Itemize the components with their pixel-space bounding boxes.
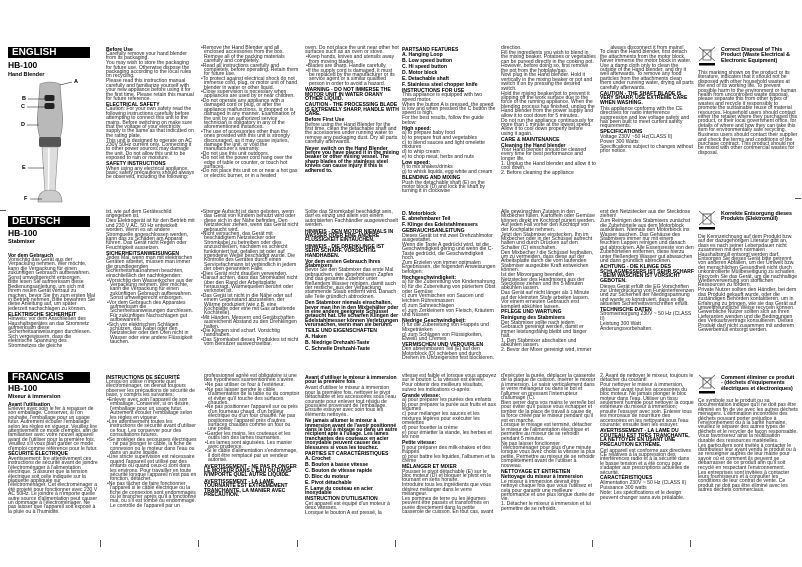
paragraph: Do not run the appliance continuously for more than 1 minute at the lowest speed. Allow it to cool down properly before using it again. (501, 117, 594, 137)
text-column (8, 252, 96, 349)
paragraph: professionnel agréé est obligatoire si une des hypothèses susmentionnée s'avère. (204, 373, 297, 384)
paragraph: This marking shown on the product or its literature, indicates that it should not be disposed with other household wastes at the end of its working life. To prevent possible harm to the environment or human health from uncontrolled waste disposal, please separate this from other types of wastes and recycle it responsibly to promote the sustainable reuse of material resources. Household users should contact either the retailer where they purchased this product, or their local government office, for details of where and how they can take this item for environmentally safe recycling. (698, 70, 798, 134)
trim-mark (297, 540, 298, 547)
paragraph: a) pour préparer les purées des enfants (402, 397, 492, 404)
paragraph: Business users should contact their supplier and check the terms and conditions of the purchase contract. This product should not be mixed with other commercial wastes for disposal. (698, 132, 798, 156)
disposal-title: Correct Disposal of This Product (Waste Electrical & Electronic Equipment) (721, 47, 790, 64)
list-item: • Das Gerät ist nicht in die Nähe oder auf einem Gegenstand abzustellen, der Wärme produziert (wie z.B. eine Kochplatte oder eine mit Gas arbeitende Kochstelle). (200, 294, 300, 316)
part-label-a: A (74, 79, 78, 85)
list-item: • Dies Gerät nicht draußen verwenden. (200, 272, 300, 276)
list-item: • Ne pas positionner l'appareil sur ou près d'un fourneau chaud, d'un brûleur électrique ou d'un four chauffé. Ne pas positionner l'appareil près d'autres surfaces chaudes comme un four ou une poêle. (204, 405, 300, 431)
paragraph: Les pommes de terre ou les légumes peuvent être passés et transformés en purée directement dans la petite casserole de cuisson. En tout cas, avant (402, 496, 494, 516)
text-column (106, 46, 196, 180)
heading: Low speed: (402, 159, 431, 166)
paragraph: You may wish to store the packaging for future use. Otherwise dispose the packaging according to the local rules on recycling. (106, 60, 192, 80)
paragraph: Bevor Sie den Stabmixer das erste Mal gebrauchen, den abnehmbaren Zapfen und das gesamte Zubehör unter fließendem Wasser reinigen, damit auch der restliche, aus der Verpackung stammende Staub entfernt wird. Danach alle Teile gründlich abtrocknen. (305, 267, 397, 300)
list-item: • The use of accessories other than the ones provided with this unit is strongly discouraged, as it may cause injuries, damage the unit, or void the manufacturer's warranty. (200, 130, 300, 152)
heading: Before Use (106, 46, 133, 53)
paragraph: Your Hand blender should be cleaned every time for best performance and longer life. (501, 146, 587, 162)
heading: TECHNISCHE DATEN (600, 307, 652, 314)
list-item: • Das Stromkabel dieses Produktes ist nicht vom Benutzer auswechselbar. (200, 338, 300, 347)
paragraph: Now plug in the Hand blender. Hold it vertically in the mixing beaker or pot and switch it on by pressing the desired switch. (501, 72, 593, 92)
heading: PARTIES ET CARACTÉRISTIQUES (305, 450, 389, 457)
section-header-francais: FRANCAIS (8, 372, 90, 383)
trim-mark (690, 540, 691, 547)
paragraph: g) pour battre les liquides, l'albumen et la crème (402, 453, 495, 465)
paragraph: This appliance is equipped with two speed motor. (402, 92, 483, 103)
heading: Reinigung des Stabmixers (501, 315, 565, 322)
list-item: • Enlever avec soin l'appareil de son emballage. Conserver, si on désire, l'emballage pour un usage futur. Autrement écouler l'emballage selon les règles en vigueur. (106, 398, 198, 420)
paragraph: Bien serrer dans vos mains le verre/le bol pour éviter qu'il puisse vous échapper et tomber de la place de travail à cause de la force créée par le mixeur pendant qu'il est en marche. (501, 399, 595, 424)
heading: SPECIFICATIONS (600, 129, 643, 136)
heading: GEBRAUCHSANLEITUNG (402, 228, 465, 235)
heading: A. Crochet (305, 456, 331, 463)
heading: MÉLANGER ET MIXER (402, 464, 457, 471)
list-item: • Garder les mains, les couteaux et les outils loin des lames tournantes. (204, 432, 300, 441)
heading: TEILE UND EIGENSCHAFTEN (305, 328, 377, 335)
paragraph: Avertissement: lire attentivement ces instructions de sécurité avant de joindre l'électroménager à l'alimentation électrique. S'assurer que la tension électrique soit celle indiquée sur la plaquette appliquée sur l'électroménager. Cet électroménager a été projeté pour fonctionner avec 230 V AC 50Hz. Le joindre à n'importe quelle autre source d'alimentation peut causer un dommage à l'électroménager. Ne pas laisser que l'appareil soit exposé à la pluie ou à l'humidité. (8, 455, 98, 515)
paragraph: This unit is designed to operate on AC 230V 50Hz current only. Connecting it to other power sources may damage the unit. Do not allow this unit to be exposed to rain or moisture. (106, 137, 193, 162)
trim-mark (198, 540, 199, 547)
paragraph: When the button A is pressed, the speed is low and when pressed the C button the speed is high. (402, 101, 496, 117)
paragraph: Introduire tous les ingrédients que vous désirez mélanger dans le verre mélangeur. (402, 482, 491, 498)
paragraph: Le mixeur à immersion devrait être nettoyé chaque fois que vous l'utilisez et cela pour garantir une meilleure performance et une plus longue durée de vie. (501, 478, 595, 503)
paragraph: g) to whisk liquids, egg white and cream (402, 169, 493, 176)
paragraph: Avant d'utiliser le mixeur à immersion pour la première fois, nettoyer le pivot détachable et les accessoires sous l'eau courante pour enlever tout résidu de poussière provenant de l'emballage. Ensuite essuyer avec soin tous les éléments nettoyés. (305, 385, 397, 418)
part-label-b: B (22, 96, 26, 102)
heading: CARACTÉRISTIQUES (600, 475, 653, 482)
text-column (698, 71, 798, 156)
list-item: • Read all instructions carefully and completely, before operating. Retain them for future use. (200, 64, 300, 77)
heading: CARE & MAINTENANCE (501, 136, 560, 143)
paragraph: g) zum Schlagen von Flüssigkeiten, Eiweiß und Cremes (402, 331, 483, 343)
paragraph: For the best results, follow the guide below: (402, 115, 484, 126)
paragraph: Ne pas laisser fonctionner l'électroménager pour plus d'une minute lorsque vous avez choisi la vitesse la plus petite. Permettre au mixeur de se refroidir complètement avant de l'utiliser à nouveau. (501, 440, 596, 469)
paragraph: Lorsqu'on utilise n'importe quel électroménager, on devrait toujours observer les précautions de sécurité de base, y compris les suivantes: (106, 378, 195, 399)
warning-text: CAUTION - THE PROCESSING BLADE IS EXTREMELY SHARP, HANDLE WITH CARE. (305, 102, 399, 118)
paragraph: d) zum Sahneschlagen (402, 302, 455, 309)
text-column (305, 210, 399, 351)
text-column (501, 46, 596, 176)
paragraph: Pousser le pivot détachable (E) sur le bloc moteur (D) et bloquer le pivot en le tournant en sens horaire. (402, 468, 492, 484)
warning-text: ACHTUNG - DIE KLINGE DES SCHLAGMESSERS IST SEHR SCHARF - BEIM WASCHEN IST VORSICHT GEBOTEN. (600, 264, 694, 284)
text-column (600, 210, 694, 332)
list-item: • Do not let the power cord hang over the edge of table or counter, or touch hot surfaces. (200, 156, 300, 169)
text-column (204, 374, 300, 499)
paragraph: Before using the Hand Blender for the first time, clean the detachable shaft and the accessories under running water to remove any packaging dust. Dry all parts carefully afterwards. (305, 121, 398, 146)
heading: Cleaning the Hand blender (501, 142, 566, 149)
list-item: • Vorsichtig den Wasserkocher aus der Verpackung nehmen. Wer möchte, kann die Verpackung für einen zukünftigen Gebrauch aufbewahren. Sonst umweltgerecht entsorgen. (106, 279, 196, 301)
paragraph: peuvent changer sans avis préalable. (600, 494, 685, 501)
text-column (402, 46, 497, 194)
warning-text: WARNING - DO NOT IMMERSE THE MOTOR UNIT IN WATER ORANY OTHER LIQUID. (305, 87, 391, 102)
heading: Niedrige Geschwindigkeit: (402, 317, 466, 324)
list-item: • To protect against electrical shock do not immerse cord, plug, or motor unit of hand blender in water or other liquid. (200, 77, 300, 90)
heading: INSTRUCTIONS FOR USE (402, 87, 465, 94)
paragraph: 1. Unplug the Hand blender and allow it to cool down. (501, 160, 596, 172)
paragraph: Der Stabmixer sollte nach jedem Gebrauch gereinigt werden, damit er immer leistungsfähig bleibt und länger hält. (501, 319, 587, 339)
heading: INSTRUCTION D'UTILISATION (305, 496, 378, 503)
text-column (698, 235, 798, 333)
paragraph: Private Nutzer sollten den Händler, bei dem das Produkt gekauft wurde, oder die zuständigen Behörden kontaktieren, um in Erfahrung zu bringen, wie sie das Gerät auf umweltfreundliche Weise recyceln können. Gewerbliche Nutzer sollten sich an Ihren Lieferanten wenden und die Bedingungen des Verkaufsvertrags konsultieren. Dieses Produkt darf nicht zusammen mit anderem Gewerbemüll entsorgt werden. (698, 287, 797, 334)
model-number: HB-100 (8, 383, 38, 393)
heading: B. Bouton à basse vitesse (305, 462, 369, 469)
warning-text: HINWEIS - DEN MOTOR NIEMALS IN WASSER ODER EINE ANDERE FLÜSSIGKEIT EINTAUCHEN. (305, 228, 394, 244)
part-label-e: E (22, 165, 26, 171)
disposal-title: Korrekte Entsorgung dieses Produkts (Elektromüll) (721, 211, 792, 223)
model-number: HB-100 (8, 228, 38, 238)
crossed-bin-icon (698, 374, 716, 394)
heading: SAFETY INSTRUCTIONS (106, 161, 166, 168)
trim-mark (592, 540, 593, 547)
paragraph: Enlever avec soin le fer à repasser de son emballage. Conserver, si l'on souhaite, l'emballage pour un usage futur. Autrement écouler l'emballage selon les règles en vigueur. Veuillez lire attentivement ce mode d'emploi, afin de familiariser avec votre nouvel appareil avant de l'utiliser pour la première fois. Veuillez s'il vous plaît garder ce mode d'emploi comme référence pour le futur. (8, 405, 98, 452)
heading: D. Motor block (402, 70, 438, 77)
paragraph: Zum Reinigen des Stabmixers zunächst die Zubehörteile aus dem Motorblock ausklinken. Niemals den Motorblock ins Wasser tauchen. Das Gehäuse des Stabmixers immer nur mit einem feuchten Lappen reinigen und danach gut abtrocknen. Alle Essensreste von den Zubehörteilen entfernen, diese hierzu unter fließendem Wasser gut abwaschen und dann gründlich abtrocknen. (600, 218, 694, 264)
paragraph: e) zum Zerkleinern von Fleisch, Kräutern und Nüssen (402, 307, 495, 319)
list-item: • Lire attentivement toutes les instructions de sécurité avant d'utiliser ce four. Les conserver pour des consultations futures. (106, 420, 198, 438)
disposal-title: Comment éliminer ce produit - (déchets d'équipements électriques et électroniques) (721, 375, 795, 392)
paragraph: 1. Den Stabmixer abschalten und abkühlen lassen. (501, 337, 577, 349)
heading: PFLEGE UND WARTUNG (501, 309, 562, 316)
text-column (402, 210, 497, 361)
paragraph: Die Kennzeichnung auf dem Produkt bzw. auf der dazugehörigen Literatur gibt an, dass es nach seiner Lebensdauer nicht zusammen mit dem normalen Haushaltsmüll entsorgt werden darf. Entsorgen Sie dieses Gerät bitte getrennt von anderen Abfällen, um der Umwelt bzw. der menschlichen Gesundheit nicht durch unkontrollierte Müllbeseitigung zu schaden. Recyceln Sie das Gerät, um die nachhaltige Wiederverwertung von stofflichen Ressourcen zu fördern. (698, 234, 798, 289)
paragraph: 2. Avant de nettoyer le mixeur, toujours le détacher du courant! (600, 373, 694, 384)
warning-text: HINWEIS - DIE DREHKLINGE IST SEHR SCHARF. VORSICHTIG HANDHABEN. (305, 243, 385, 259)
heading: Avant l'utilisation (8, 401, 51, 408)
text-column (106, 210, 196, 345)
warning-text: AVERTISSEMENT - LA LAME DU COUTEAU EST TRÈS TRANCHANTE, LA NETTOYER EN USANT UNE PRÉCAUTION EXTRÊME. (600, 428, 690, 448)
text-column (698, 399, 798, 493)
heading: ELECTRICAL SAFETY (106, 101, 160, 108)
hand-blender-illustration (20, 80, 80, 206)
warning-text: AVERTISSEMENT - NE PAS PLONGER LE MOTEUR DANS L'EAU OU DANS N'IMPORTE QUEL AUTRE LIQUIDE. (204, 463, 297, 479)
product-name: Mixeur à immersion (8, 394, 61, 400)
heading: Before First Use (305, 117, 345, 124)
paragraph: Vorsichtig das Gerät aus der Verpackung nehmen. Wer möchte, kann die Verpackung für einen zukünftigen Gebrauch aufbewahren. Sonst umweltgerecht entsorgen. (8, 256, 91, 281)
heading: VERMISCHEN UND VERQUIRLEN (402, 341, 484, 348)
paragraph: Dieses Gerät erfüllt die EG Vorschriften zur Unterdrückung von Funkinterferenzen und zur Sicherheit der Niedrigspannung und wurde so konstruiert, dass es die aktuellen Sicherheitsvorschriften erfüllt. (600, 283, 695, 308)
paragraph: b) für die Zubereitung von püriertem Obst oder Gemüse (402, 284, 496, 295)
paragraph: Specifications subject to changes without prior notice. (600, 143, 693, 154)
heading: Hochgeschwindigkeit: (402, 274, 457, 281)
heading: Petite vitesse: (402, 440, 437, 447)
list-item: • Keep hands, knives and utensils away from moving blades. (305, 55, 399, 64)
paragraph: Cet appareil est équipé d'un moteur à deux vitesses. (305, 500, 390, 512)
paragraph: oven. Do not place the unit near other hot surfaces such as an oven or stove. (305, 45, 399, 56)
paragraph: Pour obtenir des meilleurs résultats, suivez les indications ci-après: (402, 382, 484, 393)
heading: Vor dem Gebrauch (8, 252, 54, 259)
text-column (200, 46, 300, 178)
paragraph: d) pour fouetter la crème (402, 424, 458, 431)
heading: INSTRUCTIONS DE SÉCURITÉ (106, 374, 180, 381)
paragraph: Ist der Mixvorgang beendet, den Netzstecker des Handmixers aus der Steckdose ziehen und ihn 5 Minuten abkühlen lassen. (501, 272, 585, 292)
list-item: • Si le câble d'alimentation s'endommage, il doit être remplacé par un vendeur autorisé. (204, 449, 300, 462)
text-column (305, 374, 399, 516)
warning-text: Never switch on the Hand Blender before you have placed it in the mixing beaker or other mixing vessel. The sharp blades of the stainless steel knives can cause injury if this is adhered to. (305, 145, 399, 174)
list-item: • Do not place this unit on or near a hot gas or electric burner, or in a heated (200, 169, 300, 178)
list-item: • Ne pas laisser pendre le câble d'alimentation de la table ou du comptoir et éviter qu'il touche des surfaces chaudes. (204, 388, 300, 406)
paragraph: b) pour préparer la purée aux fruits et aux légumes (402, 401, 497, 413)
trim-mark (100, 540, 101, 547)
heading: SICHERHEITSANWEISUNGEN (106, 250, 180, 257)
paragraph: Ce symbole sur le produit ou sa documentation indique qu'il ne doit pas être éliminé en fin de vie avec les autres déchets ménagers. L'élimination incontrôlée des déchets pouvant porter préjudice à l'environnement ou à la santé humaine, veuillez le séparer des autres types de déchets et le recycler de façon responsable. Vous favoriserez ainsi la réutilisation durable des ressources matérielles. (698, 398, 798, 444)
paragraph: c) pour mélanger les sauces et les mixtures légères pour exécuter les omelettes (402, 411, 480, 427)
product-name: Stabmixer (8, 239, 36, 245)
list-item: • Die Klingen sind scharf. Vorsichtig handhaben. (200, 329, 300, 338)
warning-text: Ne jamais allumer le mixeur à immersion avant de l'avoir positionné dans le bol à mixage ou dans un autre récipient apte à l'usage. Les lames tranchantes des couteaux en acier inoxydable peuvent causer des blessures si vous les touchez. (305, 418, 398, 451)
paragraph: Puissance 300 watts (600, 484, 647, 491)
paragraph: Les entreprises sont invitées à contacter leurs fournisseurs et à consulter les conditions de leur contrat de vente. Ce produit ne doit pas être éliminé avec les autres déchets commerciaux. (698, 469, 790, 494)
heading: PARTSAND FEATURES (402, 46, 459, 53)
model-number: HB-100 (8, 60, 38, 70)
trim-mark (0, 210, 6, 211)
heading: ELEKTRISCHE SICHERHEIT (8, 311, 77, 318)
trim-mark (795, 198, 801, 199)
heading: A. Hanging Loop (402, 52, 443, 59)
paragraph: Alimentation 230V ~ 50 Hz (CLASS II) (600, 479, 687, 486)
trim-mark (395, 540, 396, 547)
heading: F. Klinge des Edelstahlmessers (402, 222, 478, 229)
paragraph: vitesse est faible et lorsque vous appuyez sur le bouton C la vitesse est élevée. (402, 373, 497, 384)
list-item: • Sich vor elektrischen Schlägen schützen, das Kabel oder den Netzstecker oder den Ofen nicht in Wasser oder eine andere Flüssigkeit tauchen. (106, 323, 196, 345)
list-item: • Ne pas tâcher de faire fonctionner l'appareil si le câble électrique ou la fiche de connexion sont endommagés ou le brancher après qu'il a fonctionné mal, ou s'il est tombé ou endommagé. Le contrôle de l'appareil par un (106, 482, 198, 508)
paragraph: Voltage 230V ~50 Hz(CLASS II) (600, 133, 673, 140)
paragraph: Dieses Gerät ist mit zwei Drehzahlmotor ausgestattet. (402, 232, 493, 244)
text-column (200, 210, 300, 347)
paragraph: f) pour préparer des milk-shakes et des frappés (402, 444, 491, 455)
paragraph: e) pour émietter la viande, les herbes et les noix (402, 429, 492, 441)
paragraph: To clean the Hand blender, first detach the attachments from the motor block. Never immerse the motor block in water. Use a damp cloth only to clean the outside of the Hand blender, and dry it well afterwards. To remove any food particles from the attachments clean them under running water, drying all parts carefully afterwards. (600, 49, 694, 91)
paragraph: Sollte das Stromkabel beschädigt sein, darf es einzig und allein von einem autorisierten Fachhändler ausgewechselt werden. (305, 209, 398, 229)
paragraph: Das Gerät auf nicht länger als 1 Minute auf der kleinsten Stufe arbeiten lassen. Vor einem erneuten Gebrauch erst komplett abkühlen lassen. (501, 290, 590, 310)
paragraph: direction. (501, 45, 522, 51)
paragraph: Push the detachable shaft (E) on the motor block (D) and lock the shaft by turning it in clockwise (402, 179, 485, 195)
heading: BLENDING AND MIXING (402, 175, 461, 182)
product-name: Hand Blender (8, 72, 45, 78)
warning-text: Avant d'utiliser le mixeur à immersion pour la première fois (305, 375, 397, 386)
heading: B. Niedrige Drehzahl-Taste (305, 339, 370, 346)
paragraph: Caution: For your own safety read the following instructions carefully before attempting to connect this unit to the mains. Before switching on make sure that the voltage of your electricity supply is the same as that indicated on the rating plate. (106, 106, 194, 139)
paragraph: Jetzt den Stabmixer einstecken. Ihn im Mixbecher oder in der Schüssel aufrecht halten und durch Drücken auf den Schalter (C) einschalten. (501, 231, 593, 251)
warning-text: CAUTION - THE SHAFT BLADE IS VERY SHARP, USE EXTREME CARE WHEN WASHING. (600, 91, 688, 106)
text-column (600, 46, 694, 154)
paragraph: Power 300 Watts (600, 138, 639, 145)
text-column (305, 46, 399, 174)
list-item: • Nicht versuchen, das Gerät mit beschädigtem Netzstecker oder Stromkabel zu betreiben oder dies anzuschließen, nachdem es schlecht funktioniert hat, gefallen ist oder auf irgendeine Weise beschädigt wurde. Die Kontrolle des Gerätes durch einen Servicefachmann ist verbindlich in jedem der oben genannten Fälle. (200, 232, 300, 272)
heading: D. Motorblock (402, 210, 436, 217)
paragraph: c) zum Vermischen von Saucen und leichten Rühreimassen (402, 293, 484, 304)
paragraph: 1. Détacher le mixeur à immersion et lui permettre de se refroidir. (501, 501, 591, 512)
list-item: • Do not use this unit outdoors. (200, 152, 300, 156)
heading: F. Lame du couteau en acier inoxydable (305, 485, 373, 497)
text-column (600, 374, 694, 500)
heading: C. Schnelle Drehzahl-Taste (305, 345, 371, 352)
paragraph: erst den Netzstecker aus der Steckdose ziehen! (600, 209, 691, 220)
paragraph: 2. Bevor der Mixer gereinigt wird, immer (501, 347, 592, 354)
centered-text: always disconnect it from mains! (610, 45, 684, 51)
paragraph: Lorsque le bouton A est pressé, la (305, 509, 382, 516)
paragraph: ist, wie auf dem Geräteschild angegeben ist. (106, 209, 172, 220)
paragraph: This appliance conforms with the CE directives for radio interference suppression and low voltage safety and has been built to meet current safety requirements. (600, 105, 690, 130)
warning-text: AVERTISSEMENT - LA LAME TOURNANTE EST EXTRÊMEMENT TRANCHANTE, LA MANIER AVEC PRÉCAUTION. (204, 478, 288, 499)
heading: Nettoyage du mixeur à immersion (501, 474, 583, 481)
paragraph: Dies Elektrogerät ist für den Betrieb mit und 230 V AC, 50 Hz entwickelt worden. Wenn es an andere Stromquelle angeschlossen werden, kann das zu Schäden am Apparat führen. Das Gerät nicht Regen oder Feuchtigkeit aussetzen. (106, 218, 195, 251)
heading: NETTOYAGE ET ENTRETIEN (501, 468, 571, 475)
section-header-deutsch: DEUTSCH (8, 216, 90, 227)
heading: D. Bloc du moteur (305, 474, 349, 481)
crossed-bin-icon (698, 210, 716, 230)
paragraph: Cet appareil est conforme aux directives CE relatives à la suppression des interférences radio et à la sécurité dans le basse tension et a été conçu pour s'adapter aux prescriptions actuelles de sécurité. (600, 447, 691, 476)
paragraph: f) to mix shakes/drinks (402, 164, 453, 171)
part-label-f: F (24, 196, 28, 202)
paragraph: Hinweis: vor dem Anschließen des Haushaltsgerätes an das Stromnetz aufmerksam diese Sicherheitsanweisungen durchlesen. Sich vergewissern, dass die elektrische Spannung des Stromnetzes die gleiche (8, 316, 91, 349)
paragraph: Note: Les spécifications et le design (600, 489, 682, 496)
paragraph: Stromversorgung 230V ~ 50 Hz (CLASS II) (600, 311, 692, 322)
heading: C. Bouton de vitesse rapide (305, 468, 373, 475)
text-column (8, 401, 98, 515)
paragraph: Bitte lesen Sie aufmerksam diese Bedienungsanleitung, um sich mit Ihrem neuen Gerät vertraut zu machen, bevor Sie ihn zum ersten Mal in Betrieb nehmen. Bitte bewahren Sie diese Anleitung auf, um später jederzeit nachschlagen zu können. (8, 279, 95, 312)
paragraph: a) to prepare baby food (402, 130, 455, 136)
heading: F. Stainless steel chopper knife (402, 81, 478, 88)
list-item: • Les lames sont aiguisées. Les manier avec prudence. (204, 441, 300, 450)
paragraph: b) to prepare fruit and vegetables (402, 134, 478, 141)
paragraph: Lorsque le mixage est terminé, détacher le mixeur de l'alimentation électrique et permettre au mixeur de se refroidir pendant 5 minutes. (501, 422, 592, 442)
paragraph: Hold the mixing beaker/pot to prevent it slipping off the work surface due to the force of the running appliance. When the blending process has finished, unplug the Hand blender from the power supply and allow it to cool down for 5 minutes. (501, 90, 595, 119)
heading: E. Detachable shaft (402, 76, 449, 83)
paragraph: Carefully remove your hand blender from its packaging. (106, 50, 187, 62)
heading: Vor dem ersten Gebrauch Ihres Stabmixers (305, 258, 381, 269)
part-label-d: D (21, 122, 25, 128)
paragraph: e) to chop meat, herbs and nuts (402, 154, 474, 161)
paragraph: a) für die Zubereitung von Kindernahrung (402, 279, 496, 286)
list-item: • Ne pas utiliser ce four à l'extérieur. (204, 383, 300, 387)
paragraph: d) to whip cream (402, 149, 440, 156)
heading: E. Pivot détachable (305, 480, 352, 487)
heading: Grande vitesse: (402, 392, 441, 399)
heading: A. Haken (305, 334, 327, 341)
heading: B. Low speed button (402, 58, 453, 65)
paragraph: c) to blend sauces and light omelette mixtures (402, 139, 485, 151)
list-item: • If the supply cord is damaged, it must be replaced by the manufacturer or its service agent or a similar qualified person in order to avoid a hazard. (305, 69, 399, 87)
paragraph: Den Mixbecher / die Schüssel festhalten, um zu vermeiden, dass diese auf der Arbeitsplatte durch die vom laufenden Stabmixer ausgeübte Kraft entweichen können. (501, 249, 594, 274)
list-item: • Darauf achten, dass das Stromkabel nicht über den Rand der Arbeitsplatte herausragt, Wärmequellen berührt oder verknotet ist. (200, 276, 300, 294)
paragraph: Fill the ingredients you wish to blend in the mixing beaker. Potatoes or vegetables can be pureed directly in the cooking pot. However, before doing so, first remove the pot from the hotplate/gas. (501, 49, 596, 74)
heading: SÉCURITÉ ÉLECTRIQUE (8, 451, 68, 458)
text-column (501, 210, 596, 353)
warning-text: Den Stabmixer niemals einschalten, bevor man ihn in den Mixbehälter oder in eine andere geeignete Schüssel getaucht hat. Die scharfen Klingen der Edelstahlmesser können Verletzungen verursachen, wenn man sie berührt. (305, 300, 399, 329)
list-item: • Une stricte supervision est nécessaire quand l'appareil est utilisé par des enfants ou quand ceux-ci sont dans les environs. Pour travailler en toute sécurité lorsque l'appareil n'est pas en fonction, détacher. (106, 455, 198, 481)
text-column (501, 374, 596, 512)
paragraph: Änderungsvorbehalten. (600, 325, 653, 332)
paragraph: Les particuliers sont invités à contacter le distributeur leur ayant vendu le produit ou à se renseigner auprès de leur mairie pour savoir où et comment ils peuvent se débarrasser de ce produit afin qu'il soit recyclé en respectant l'environnement. (698, 442, 796, 471)
paragraph: When using any electrical appliance, basic safety precautions should always be observed, including the following: (106, 165, 195, 181)
paragraph: f) für die Zubereitung von Frappés und Mixgetränken (402, 322, 489, 333)
paragraph: Leistung 300 Watt (600, 320, 641, 327)
paragraph: Zum Erzielen von immer optimalen Ergebnissen, die folgenden Anweisungen befolgen: (402, 260, 496, 275)
text-column (106, 374, 198, 508)
paragraph: d'exécuter la purée, déplacer la casserole de la plaque de cuisson. Insérer le mixeur à immersion. Le saisir verticalement dans le verre mélangeur ou dans le bol et l'allumer en pressant l'interrupteur d'allumage (C). (501, 373, 596, 402)
heading: C. Hi speed button (402, 64, 447, 71)
crossed-bin-icon (698, 46, 716, 66)
paragraph: Wenn die Taste A gedrückt wird, ist die Geschwindigkeit gering und wenn die C-Taste gedrückt, die Geschwindigkeit hoch. (402, 241, 494, 262)
section-header-english: ENGLISH (8, 47, 90, 58)
paragraph: Jedes Mal, wenn man mit elektrischen Geräten arbeitet, müssen man immer die grundlegenden Sicherheitsmaßnahmen beachten, einschließlich der nachfolgenden: (106, 255, 193, 279)
paragraph: Pour nettoyer le mixeur à immersion, détacher avant tout les accessoires du bloc moteur. Ne jamais plonger le bloc moteur dans l'eau. Utiliser un tissu seulement humide pour nettoyer la coque extérieure du mixeur à immersion; ensuite l'essuyer avec soin. Enlever tous les morceaux de nourriture des accessoires en les nettoyant sous l'eau courante; ensuite bien les essuyer. (600, 382, 694, 428)
list-item: • Strenge Aufsicht ist dann geboten, wenn das Gerät von Kindern benutzt wird oder diese sich in der Nähe befinden. Den Netzstecker ziehen, wenn das Gerät nicht gebraucht wird. (200, 210, 300, 232)
paragraph: 2. Before cleaning the appliance (501, 169, 574, 176)
list-item: • Blades are sharp. Handle carefully. (305, 64, 399, 68)
list-item: • Mit Händen, Messern und Gerätschaften ausreichend Abstand zu den Drehklingen halten. (200, 316, 300, 329)
paragraph: Alle gewünschten Zutaten in den Mixbecher füllen. Kartoffeln oder Gemüse können direkt im Kochtopf püriert werden. Auf jeden Fall vorher den Kochtopf von der Kochplatte nehmen. (501, 209, 596, 233)
paragraph: Please read this instruction manual carefully and familiarize yourself with your new appliance before using it for the first time. Please retain this manual for future reference. (106, 78, 194, 102)
heading: High speed: (402, 125, 432, 132)
heading: E. abnehmbarer Teil (402, 216, 451, 223)
text-column (402, 374, 497, 515)
list-item: • Do not operate any appliance with a damaged cord or plug, or after the appliance malfunctions, is dropped or is damaged in any manner. Examination of the unit by an authorized service technician is obligatory in any of the aforementioned instances. (200, 99, 300, 130)
list-item: • Remove the Hand Blender and all enclosed accessories from the box. Remove all of the packing materials carefully and completely. (200, 46, 300, 64)
list-item: • Vor dem Gebrauch des Apparates aufmerksam die Sicherheitsanweisungen durchlesen. Für zukünftiges Nachschlagen gut aufbewahren. (106, 301, 196, 323)
paragraph: Den abnehmbaren Teil (E) auf den Motorblock (D) schieben und durch Drehen im Uhrzeigersinn fest blockieren. (402, 346, 495, 362)
part-label-c: C (21, 104, 25, 110)
list-item: • Close supervision is necessary when appliances are used by or near children. (200, 90, 300, 99)
list-item: • Se protéger des secousses électriques : ne pas plonger le câble, la fiche de connexion ou le moteur dans l'eau ou dans un autre liquide. (106, 438, 198, 456)
